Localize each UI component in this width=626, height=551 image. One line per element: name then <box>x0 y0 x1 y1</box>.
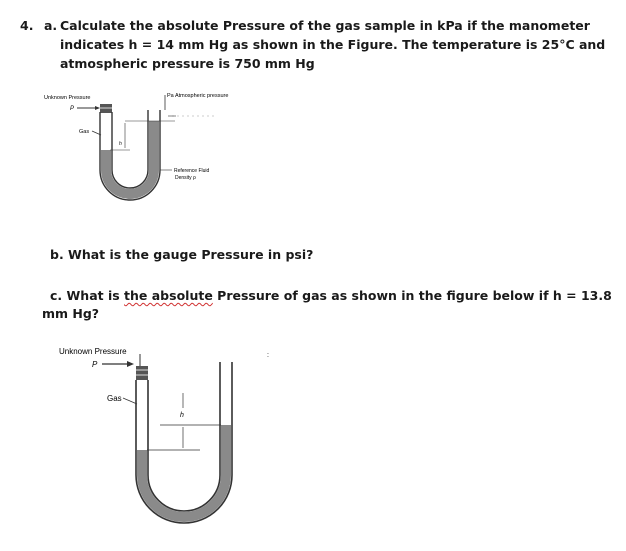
part-b-question: b. What is the gauge Pressure in psi? <box>50 247 314 262</box>
fig2-stray-mark: : <box>267 352 269 359</box>
part-a-line-1: Calculate the absolute Pressure of the gas sample in kPa if the manometer <box>60 18 590 33</box>
fig2-reference-fluid <box>137 425 231 522</box>
question-number: 4. <box>20 18 34 33</box>
part-c-post: Pressure of gas as shown in the figure below if h = 13.8 <box>212 288 612 303</box>
fig2-closed-cap <box>136 366 148 380</box>
fig1-p-symbol: P <box>70 106 75 112</box>
fig2-h-label: h <box>180 412 184 419</box>
fig2-tube-inner <box>148 362 220 511</box>
spellcheck-squiggle: the absolute <box>124 288 213 303</box>
fig2-unknown-pressure-label: Unknown Pressure <box>59 347 127 356</box>
part-c-pre: c. What is <box>50 288 125 303</box>
fig2-pressure-arrowhead <box>127 361 134 367</box>
fig1-ref-fluid-line-2: Density ρ <box>175 175 196 181</box>
part-a-label: a. <box>44 18 58 33</box>
fig2-gas-label: Gas <box>107 394 122 403</box>
fig1-unknown-pressure-label: Unknown Pressure <box>44 95 91 101</box>
indicates-word: indicates <box>60 37 125 52</box>
part-a-line-2-rest: h = 14 mm Hg as shown in the Figure. The temperature is 25°C and <box>124 37 606 52</box>
fig1-atmospheric-label: Pa Atmospheric pressure <box>167 93 229 99</box>
fig1-ref-fluid-line-1: Reference Fluid <box>174 168 210 174</box>
fig2-p-symbol: P <box>92 360 98 369</box>
part-a-line-3: atmospheric pressure is 750 mm Hg <box>60 56 315 71</box>
fig1-gas-label: Gas <box>79 129 90 135</box>
fig1-h-label: h <box>119 141 122 147</box>
part-c-line-2: mm Hg? <box>42 306 100 321</box>
fig2-gas-pointer <box>123 398 137 404</box>
